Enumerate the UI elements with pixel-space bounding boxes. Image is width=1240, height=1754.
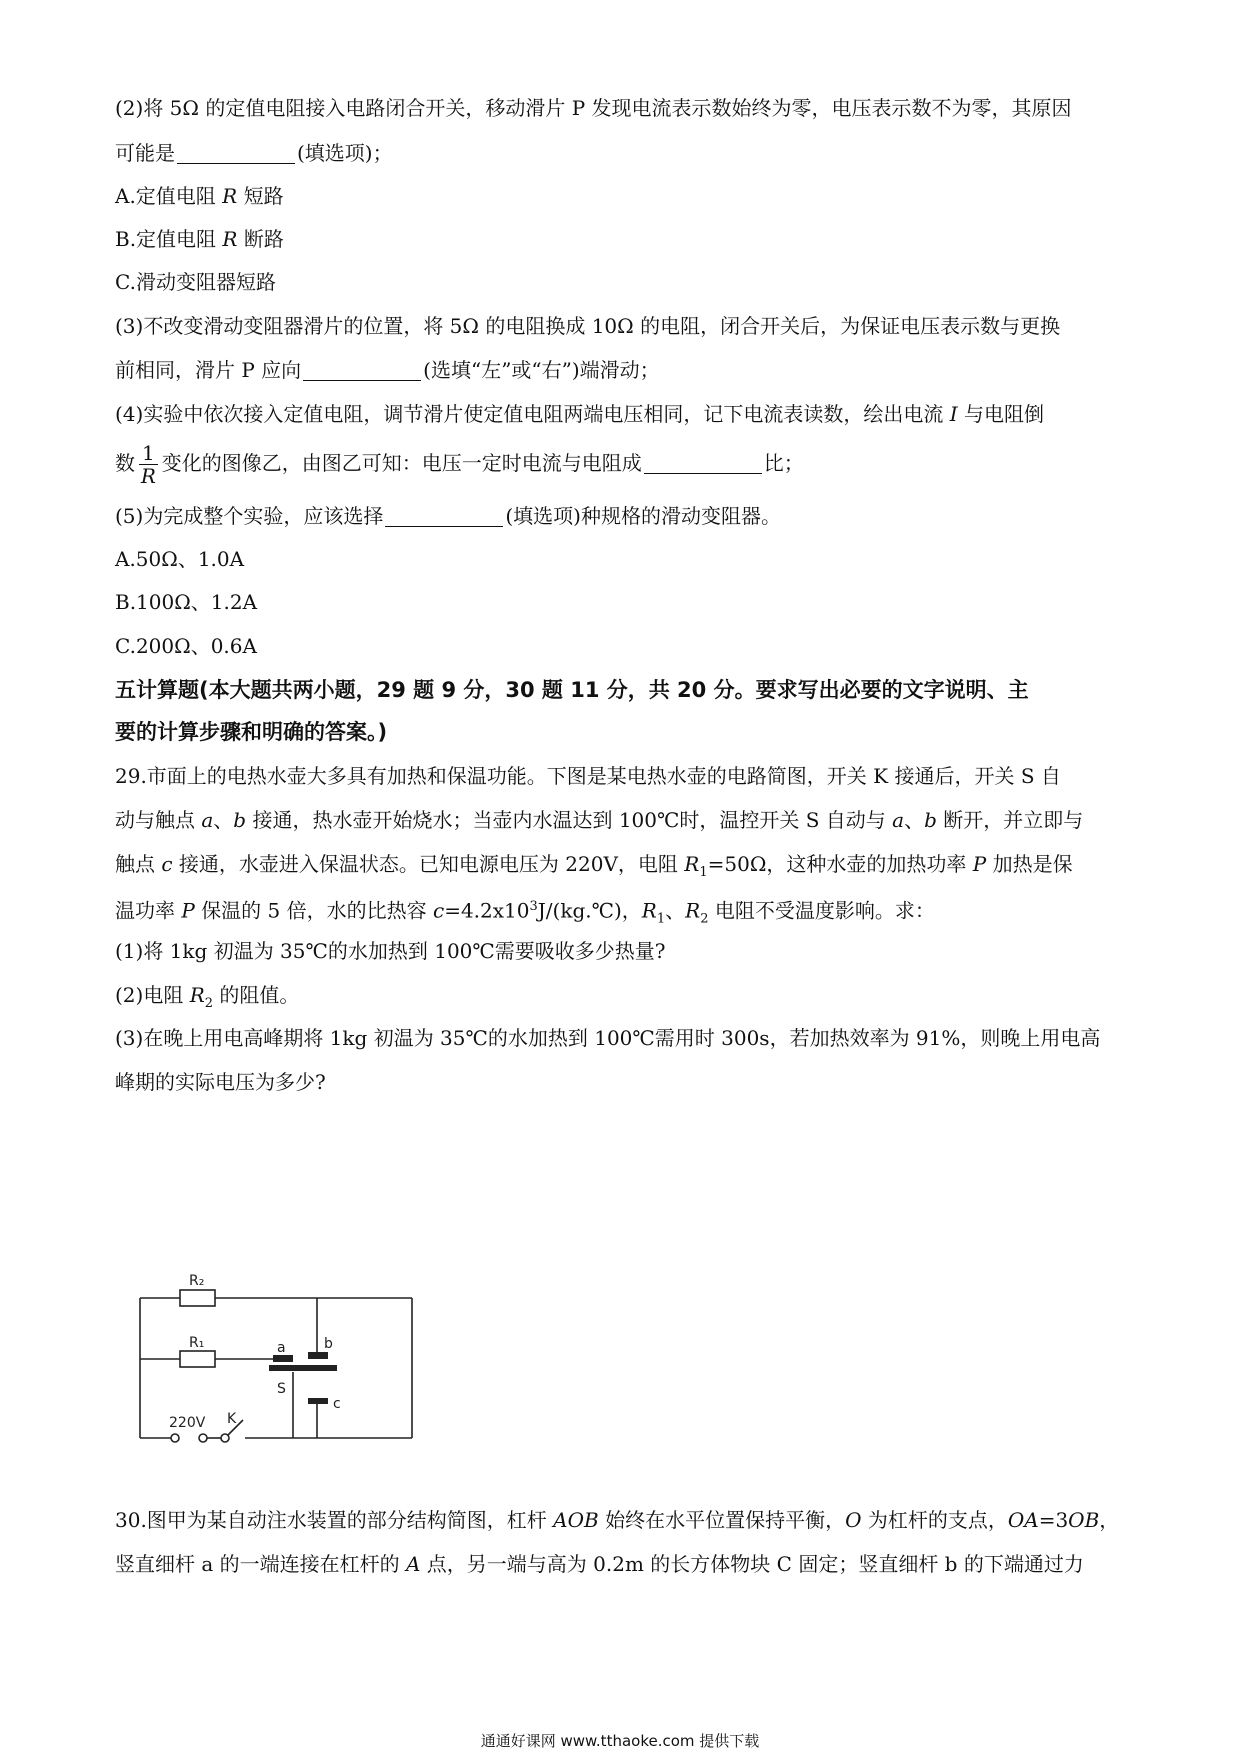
label-k: K [227, 1411, 237, 1427]
q29-sub3-line2: 峰期的实际电压为多少? [115, 1070, 326, 1094]
resistor-r1 [180, 1351, 215, 1367]
terminal [171, 1434, 179, 1442]
q28-part5-line1: (5)为完成整个实验，应该选择 (填选项)种规格的滑动变阻器。 [115, 504, 781, 528]
fraction-1-over-r: $\frac{1}{R}$ [140, 441, 156, 488]
q29-line2: 动与触点 a、b 接通，热水壶开始烧水；当壶内水温达到 100℃时，温控开关 S 自动与 a、b 断开，并立即与 [115, 808, 1084, 832]
q29-line1: 29.市面上的电热水壶大多具有加热和保温功能。下图是某电热水壶的电路简图，开关 K 接通后，开关 S 自 [115, 764, 1061, 788]
label-r2: R₂ [189, 1273, 205, 1289]
q28-part5-option-a: A.50Ω、1.0A [115, 547, 245, 571]
q30-line2: 竖直细杆 a 的一端连接在杠杆的 A 点，另一端与高为 0.2m 的长方体物块 C 固定；竖直细杆 b 的下端通过力 [115, 1552, 1084, 1576]
q28-part2-option-a: A.定值电阻 R 短路 [115, 184, 284, 208]
q28-part5-option-b: B.100Ω、1.2A [115, 590, 258, 614]
label-b: b [324, 1336, 333, 1352]
q28-part2-line1: (2)将 5Ω 的定值电阻接入电路闭合开关，移动滑片 P 发现电流表示数始终为零，电压表示数不为零，其原因 [115, 96, 1072, 120]
label-s: S [277, 1381, 286, 1397]
q28-part2-line2: 可能是 (填选项)； [115, 141, 393, 165]
label-r1: R₁ [189, 1335, 205, 1351]
terminal [199, 1434, 207, 1442]
q30-line1: 30.图甲为某自动注水装置的部分结构简图，杠杆 AOB 始终在水平位置保持平衡，O 为杠杆的支点，OA=3OB， [115, 1508, 1120, 1532]
switch-s-bar [269, 1365, 337, 1371]
answer-blank-4[interactable] [644, 453, 762, 474]
contact-a [273, 1355, 293, 1362]
answer-blank-5[interactable] [385, 506, 503, 527]
q28-part4-line2: 数 $\frac{1}{R}$ 变化的图像乙，由图乙可知：电压一定时电流与电阻成 比； [115, 441, 804, 488]
contact-b [308, 1352, 328, 1359]
circuit-diagram [125, 1268, 425, 1443]
q29-sub2: (2)电阻 $R_2$ 的阻值。 [115, 983, 300, 1011]
contact-c [308, 1398, 328, 1404]
q28-part3-line2: 前相同，滑片 P 应向 (选填“左”或“右”)端滑动； [115, 358, 660, 382]
q29-sub3-line1: (3)在晚上用电高峰期将 1kg 初温为 35℃的水加热到 100℃需用时 300s，若加热效率为 91%，则晚上用电高 [115, 1026, 1101, 1050]
label-c: c [333, 1396, 341, 1412]
footer-source: 通通好课网 www.tthaoke.com 提供下载 [480, 1732, 760, 1750]
q29-line4: 温功率 P 保温的 5 倍，水的比热容 $c=4.2x10^3J/(kg.℃)$，$R_1$、$R_2$ 电阻不受温度影响。求： [115, 898, 935, 927]
answer-blank-3[interactable] [303, 360, 421, 381]
label-a: a [277, 1340, 286, 1356]
q28-part5-option-c: C.200Ω、0.6A [115, 634, 257, 658]
q28-part2-option-b: B.定值电阻 R 断路 [115, 227, 284, 251]
label-220v: 220V [169, 1415, 206, 1431]
q29-line3: 触点 c 接通，水壶进入保温状态。已知电源电压为 220V，电阻 $R_1=50\Omega$，这种水壶的加热功率 P 加热是保 [115, 852, 1073, 880]
section5-heading-line1: 五计算题(本大题共两小题，29 题 9 分，30 题 11 分，共 20 分。要求写出必要的文字说明、主 [115, 678, 1029, 702]
answer-blank-2[interactable] [177, 143, 295, 164]
section5-heading-line2: 要的计算步骤和明确的答案。) [115, 720, 388, 744]
switch-k-pivot [221, 1434, 229, 1442]
q29-sub1: (1)将 1kg 初温为 35℃的水加热到 100℃需要吸收多少热量? [115, 939, 666, 963]
q28-part4-line1: (4)实验中依次接入定值电阻，调节滑片使定值电阻两端电压相同，记下电流表读数，绘出电流 I 与电阻倒 [115, 402, 1044, 426]
resistor-r2 [180, 1290, 215, 1306]
q28-part2-option-c: C.滑动变阻器短路 [115, 270, 276, 294]
q28-part3-line1: (3)不改变滑动变阻器滑片的位置，将 5Ω 的电阻换成 10Ω 的电阻，闭合开关后，为保证电压表示数与更换 [115, 314, 1061, 338]
